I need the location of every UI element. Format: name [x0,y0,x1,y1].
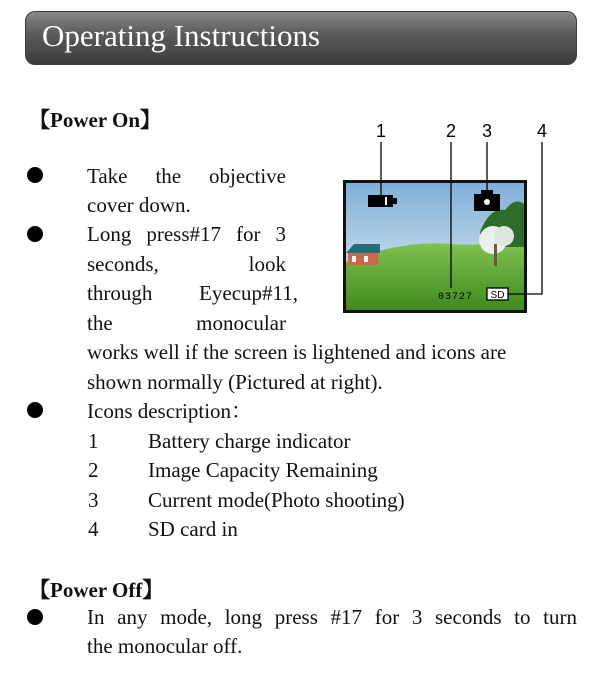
screen-figure [330,112,580,322]
bullet2-line1: Long press#17 for 3 [87,222,286,246]
callout-number: 3 [481,121,493,141]
bullet1-line2: cover down. [87,193,191,217]
bullet2-line2: seconds, look [87,252,286,276]
icon-item-number: 3 [88,488,99,512]
power-on-heading: 【Power On】 [29,108,162,132]
callout-number: 2 [445,121,457,141]
bullet2-line4: the monocular [87,311,286,335]
battery-icon [368,195,397,207]
icon-item-description: Current mode(Photo shooting) [148,488,405,512]
bullet2-line3: through Eyecup#11, [87,281,298,305]
screen-illustration [330,112,580,322]
power-off-line1: In any mode, long press #17 for 3 seconds to turn [87,605,577,629]
callout-number: 1 [375,121,387,141]
icon-item-number: 1 [88,429,99,453]
icons-description-heading: Icons description： [87,399,253,423]
bullet2-line5: works well if the screen is lightened and icons are [87,340,507,364]
image-counter: 03727 [438,292,474,303]
power-off-line2: the monocular off. [87,634,243,658]
bullet-icon [27,402,43,418]
page-title: Operating Instructions [42,18,321,53]
icon-item-description: Image Capacity Remaining [148,458,378,482]
bullet1-line1: Take the objective [87,164,286,188]
bullet-icon [27,226,43,242]
power-off-heading: 【Power Off】 [29,578,164,602]
bullet-icon [27,167,43,183]
icon-item-description: Battery charge indicator [148,429,351,453]
icon-item-number: 4 [88,517,99,541]
icon-item-number: 2 [88,458,99,482]
icon-item-description: SD card in [148,517,238,541]
header-bar [25,11,577,65]
bullet-icon [27,609,43,625]
sd-card-label: SD [490,290,505,301]
bullet2-line6: shown normally (Pictured at right). [87,370,383,394]
callout-number: 4 [536,121,548,141]
